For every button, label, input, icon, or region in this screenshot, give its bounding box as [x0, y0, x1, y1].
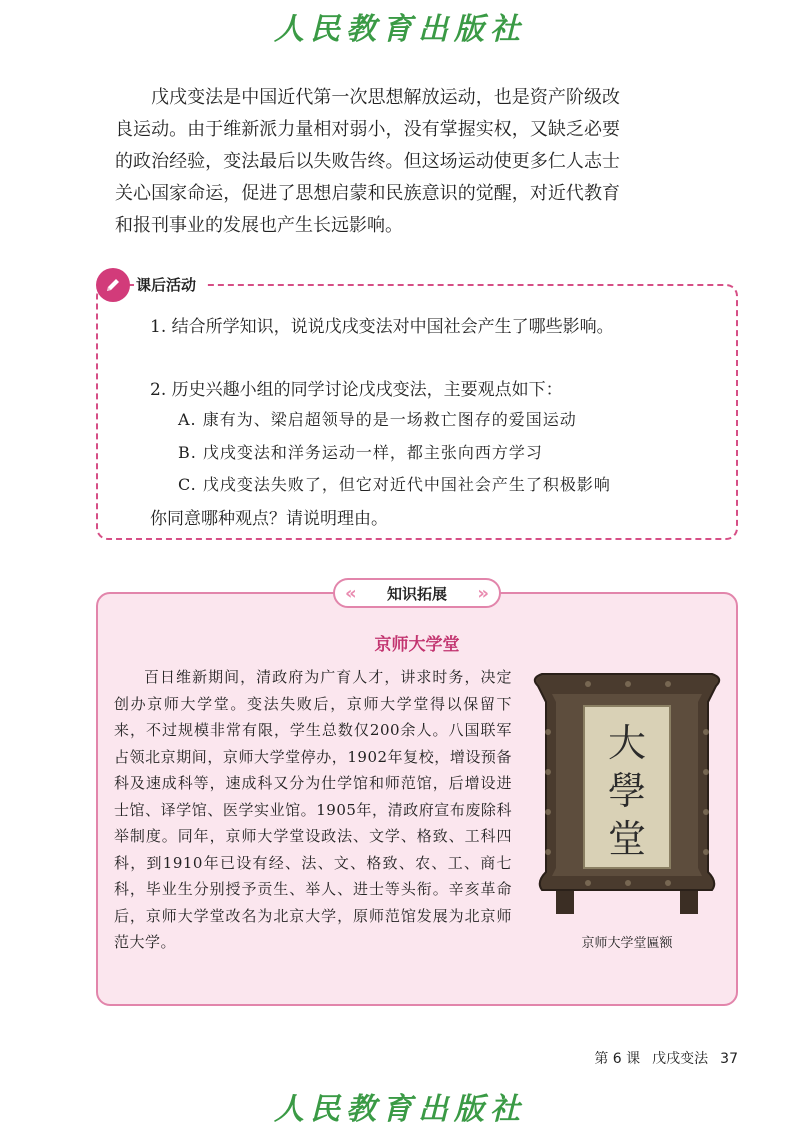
intro-paragraph: 戊戌变法是中国近代第一次思想解放运动，也是资产阶级改良运动。由于维新派力量相对弱小，没有掌握实权，又缺乏必要的政治经验，变法最后以失败告终。但这场运动使更多仁人志士关心国家命运，促进了思想启蒙和民族意识的觉醒，对近代教育和报刊事业的发展也产生长远影响。	[115, 87, 620, 236]
option-b: B. 戊戌变法和洋务运动一样，都主张向西方学习	[178, 443, 543, 462]
question-1: 1. 结合所学知识，说说戊戌变法对中国社会产生了哪些影响。	[150, 317, 614, 337]
page-number: 37	[720, 1051, 738, 1067]
question-2: 2. 历史兴趣小组的同学讨论戊戌变法，主要观点如下：	[150, 380, 563, 400]
publisher-footer: 人民教育出版社	[274, 1092, 526, 1127]
page-footer	[594, 1048, 738, 1068]
publisher-header: 人民教育出版社	[274, 12, 526, 47]
question-prompt: 你同意哪种观点？请说明理由。	[150, 509, 388, 529]
extension-tab	[333, 578, 501, 608]
pencil-icon	[96, 268, 130, 302]
activity-title: 课后活动	[136, 274, 204, 295]
option-c: C. 戊戌变法失败了，但它对近代中国社会产生了积极影响	[178, 475, 611, 494]
extension-body: 百日维新期间，清政府为广育人才，讲求时务，决定创办京师大学堂。变法失败后，京师大学堂得以保留下来，不过规模非常有限，学生总数仅200余人。八国联军占领北京期间，京师大学堂停办，1902年复校，增设预备科及速成科等，速成科又分为仕学馆和师范馆，后增设进士馆、译学馆、医学实业馆。1905年，清政府宣布废除科举制度。同年，京师大学堂设政法、文学、格致、工科四科，到1910年已设有经、法、文、格致、农、工、商七科，毕业生分别授予贡生、举人、进士等头衔。辛亥革命后，京师大学堂改名为北京大学，原师范馆发展为北京师范大学。	[114, 668, 512, 951]
extension-title: 京师大学堂	[374, 635, 460, 655]
footer-lesson: 第 6 课	[594, 1051, 641, 1067]
plaque-caption: 京师大学堂匾额	[581, 936, 673, 951]
chevron-right-icon: »	[477, 582, 489, 604]
footer-title: 戊戌变法	[652, 1051, 709, 1067]
plaque-char-1: 大	[607, 721, 647, 765]
extension-tab-label: 知识拓展	[386, 584, 447, 603]
option-a: A. 康有为、梁启超领导的是一场救亡图存的爱国运动	[178, 410, 577, 429]
plaque-char-3: 堂	[607, 817, 647, 861]
plaque-image	[528, 672, 726, 916]
plaque-char-2: 學	[607, 769, 647, 813]
chevron-left-icon: «	[345, 582, 357, 604]
